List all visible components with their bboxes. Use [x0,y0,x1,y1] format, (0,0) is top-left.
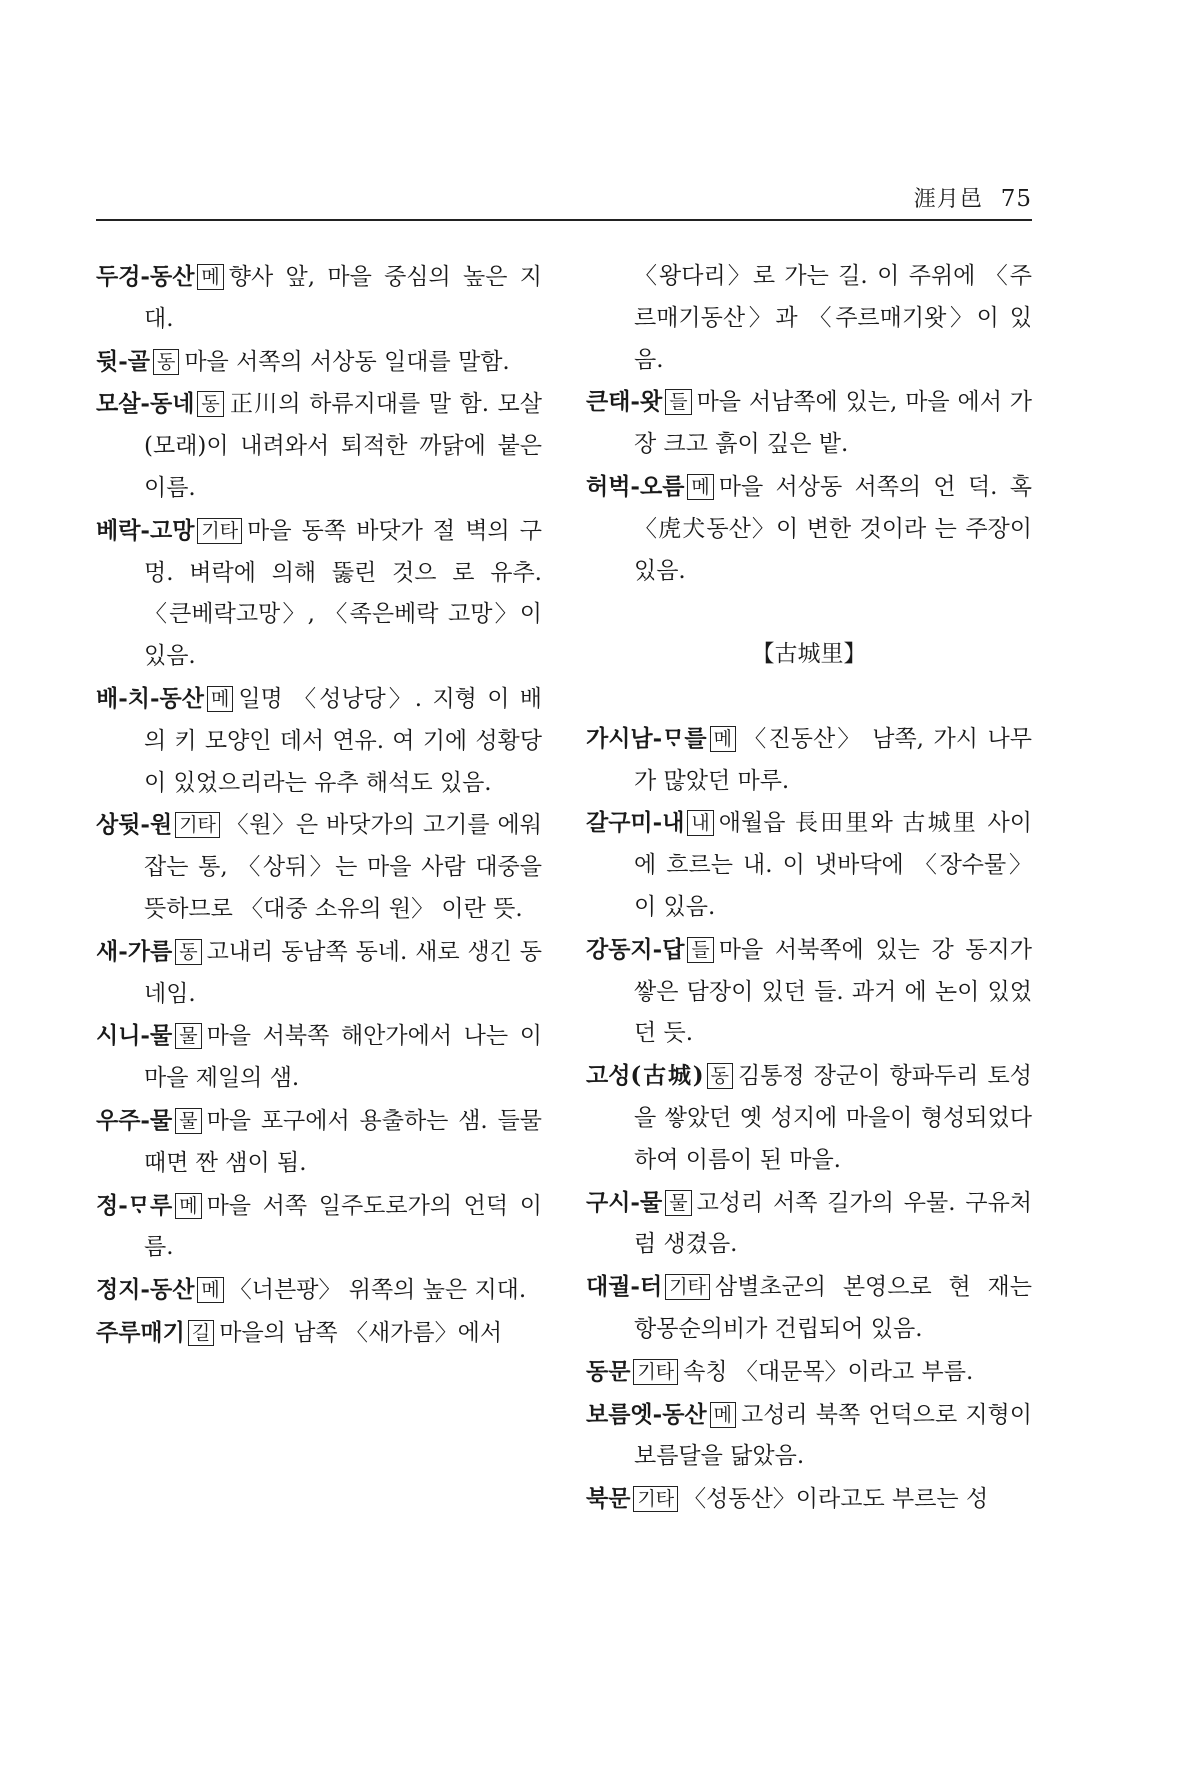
entry-category-tag: 물 [665,1190,691,1216]
continued-entry-text: 〈왕다리〉로 가는 길. 이 주위에 〈주르매기동산〉과 〈주르매기왓〉이 있음. [634,263,1032,373]
entry-definition: 향사 앞, 마을 중심의 높은 지대. [144,264,542,332]
entry-term: 뒷-골 [96,347,150,375]
running-header [96,182,1032,213]
entry-category-tag: 메 [197,1277,223,1303]
entry-category-tag: 기타 [175,812,220,838]
entry-definition: 마을의 남쪽 〈새가름〉에서 [219,1319,503,1346]
entry-term: 대궐-터 [586,1273,663,1301]
section-title: 【古城里】 [751,641,867,668]
header-section-name: 涯月邑 [913,187,983,212]
entry-definition: 고성리 서쪽 길가의 우물. 구유처럼 생겼음. [634,1189,1032,1258]
dictionary-entry [96,341,542,384]
entry-category-tag: 동 [153,349,179,375]
dictionary-entry [96,256,542,341]
dictionary-entry [586,1478,1032,1521]
dictionary-entry [96,1015,542,1100]
entry-definition: 〈진동산〉 남쪽, 가시 나무가 많았던 마루. [634,725,1032,794]
entry-term: 모살-동네 [96,390,195,418]
entry-category-tag: 메 [197,264,223,290]
right-entries-group-b [586,718,1032,1521]
entry-term: 큰태-왓 [586,388,663,416]
entry-category-tag: 물 [175,1108,201,1134]
entry-term: 정-ᄆᆞ루 [96,1191,173,1219]
dictionary-entry [96,383,542,509]
entry-term: 두겅-동산 [96,263,195,290]
entry-category-tag: 들 [665,389,691,415]
entry-term: 시니-물 [96,1022,173,1050]
entry-term: 우주-물 [96,1106,173,1134]
entry-definition: 正川의 하류지대를 말 함. 모살(모래)이 내려와서 퇴적한 까닭에 붙은 이름. [144,391,542,501]
entry-category-tag: 기타 [633,1486,678,1512]
entry-category-tag: 메 [175,1193,201,1219]
entry-category-tag: 동 [175,939,201,965]
entry-definition: 마을 서상동 서쪽의 언 덕. 혹 〈虎犬동산〉이 변한 것이라 는 주장이 있음. [634,473,1032,584]
entry-definition: 일명 〈성낭당〉. 지형 이 배의 키 모양인 데서 연유. 여 기에 성황당이 있었으리라는 유추 해석도 있음. [144,685,542,796]
entry-category-tag: 메 [710,726,736,752]
entry-definition: 마을 서남쪽에 있는, 마을 에서 가장 크고 흙이 깊은 밭. [634,389,1032,458]
dictionary-entry [96,1185,542,1270]
entry-definition: 〈원〉은 바닷가의 고기를 에워 잡는 통, 〈상뒤〉는 마을 사람 대중을 뜻하므로 〈대중 소유의 원〉 이란 뜻. [144,812,542,922]
entry-term: 주루매기 [96,1318,185,1346]
dictionary-entry [96,510,542,678]
entry-definition: 마을 서쪽 일주도로가의 언덕 이름. [144,1192,542,1261]
entry-term: 배-치-동산 [96,684,204,712]
dictionary-entry [586,1182,1032,1267]
header-rule [96,219,1032,221]
entry-term: 갈구미-내 [586,809,685,837]
dictionary-entry [586,1351,1032,1394]
entry-definition: 고성리 북쪽 언덕으로 지형이 보름달을 닮았음. [634,1401,1032,1470]
entry-definition: 고내리 동남쪽 동네. 새로 생긴 동네임. [144,938,542,1007]
entry-category-tag: 메 [207,686,233,712]
entry-category-tag: 길 [188,1320,214,1346]
entry-term: 강동지-답 [586,935,685,963]
dictionary-entry [586,1394,1032,1479]
entry-term: 허벅-오름 [586,472,685,500]
dictionary-entry [586,381,1032,466]
entry-category-tag: 메 [687,474,713,500]
entry-definition: 김통정 장군이 항파두리 토성을 쌓았던 옛 성지에 마을이 형성되었다 하여 이름이 된 마을. [634,1063,1032,1173]
dictionary-entry [586,1266,1032,1351]
entry-term: 가시남-ᄆᆞ를 [586,724,707,752]
entry-definition: 마을 서쪽의 서상동 일대를 말함. [184,348,510,375]
dictionary-entry [96,931,542,1016]
dictionary-entry [586,929,1032,1055]
entry-definition: 마을 서북쪽 해안가에서 나는 이 마을 제일의 샘. [144,1023,542,1092]
entry-term: 상뒷-원 [96,811,173,839]
entry-category-tag: 들 [687,937,713,963]
entry-category-tag: 메 [710,1402,736,1428]
entry-category-tag: 기타 [633,1359,678,1385]
entry-definition: 〈너븐팡〉 위쪽의 높은 지대. [228,1277,527,1304]
dictionary-entry [586,718,1032,803]
page-number: 75 [1000,186,1032,212]
dictionary-entry [586,1055,1032,1181]
right-entries-group-a [586,381,1032,592]
entry-category-tag: 물 [175,1023,201,1049]
entry-definition: 마을 포구에서 용출하는 샘. 들물 때면 짠 샘이 됨. [144,1107,542,1176]
entry-definition: 삼별초군의 본영으로 현 재는 항몽순의비가 건립되어 있음. [634,1274,1032,1342]
entry-term: 북문 [586,1485,631,1513]
entry-definition: 〈성동산〉이라고도 부르는 성 [683,1486,989,1513]
dictionary-entry [96,804,542,930]
entry-term: 정지-동산 [96,1276,195,1304]
dictionary-entry [586,466,1032,592]
entry-term: 새-가름 [96,937,173,965]
entry-term: 구시-물 [586,1188,663,1216]
left-column [96,256,542,1355]
entry-category-tag: 내 [687,810,713,836]
dictionary-entry [586,802,1032,928]
entry-term: 고성(古城) [586,1062,704,1090]
entry-term: 베락-고망 [96,516,195,544]
entry-term: 보름엣-동산 [586,1400,707,1428]
entry-category-tag: 기타 [665,1274,710,1300]
entry-category-tag: 동 [197,391,223,417]
dictionary-entry [96,678,542,804]
dictionary-entry [96,1312,542,1355]
entry-definition: 속칭 〈대문목〉이라고 부름. [683,1358,974,1385]
entry-definition: 마을 서북쪽에 있는 강 동지가 쌓은 담장이 있던 들. 과거 에 논이 있었던 듯. [634,936,1032,1047]
entry-term: 동문 [586,1357,631,1385]
dictionary-entry [96,1269,542,1312]
entry-category-tag: 동 [707,1063,733,1089]
entry-definition: 애월읍 長田里와 古城里 사이에 흐르는 내. 이 냇바닥에 〈장수물〉이 있음. [634,810,1032,920]
dictionary-entry [96,1100,542,1185]
entry-category-tag: 기타 [197,518,242,544]
entry-definition: 마을 동쪽 바닷가 절 벽의 구멍. 벼락에 의해 뚫린 것으 로 유추. 〈큰베락고망〉, 〈족은베락 고망〉이 있음. [144,517,542,670]
right-column [586,256,1032,1521]
